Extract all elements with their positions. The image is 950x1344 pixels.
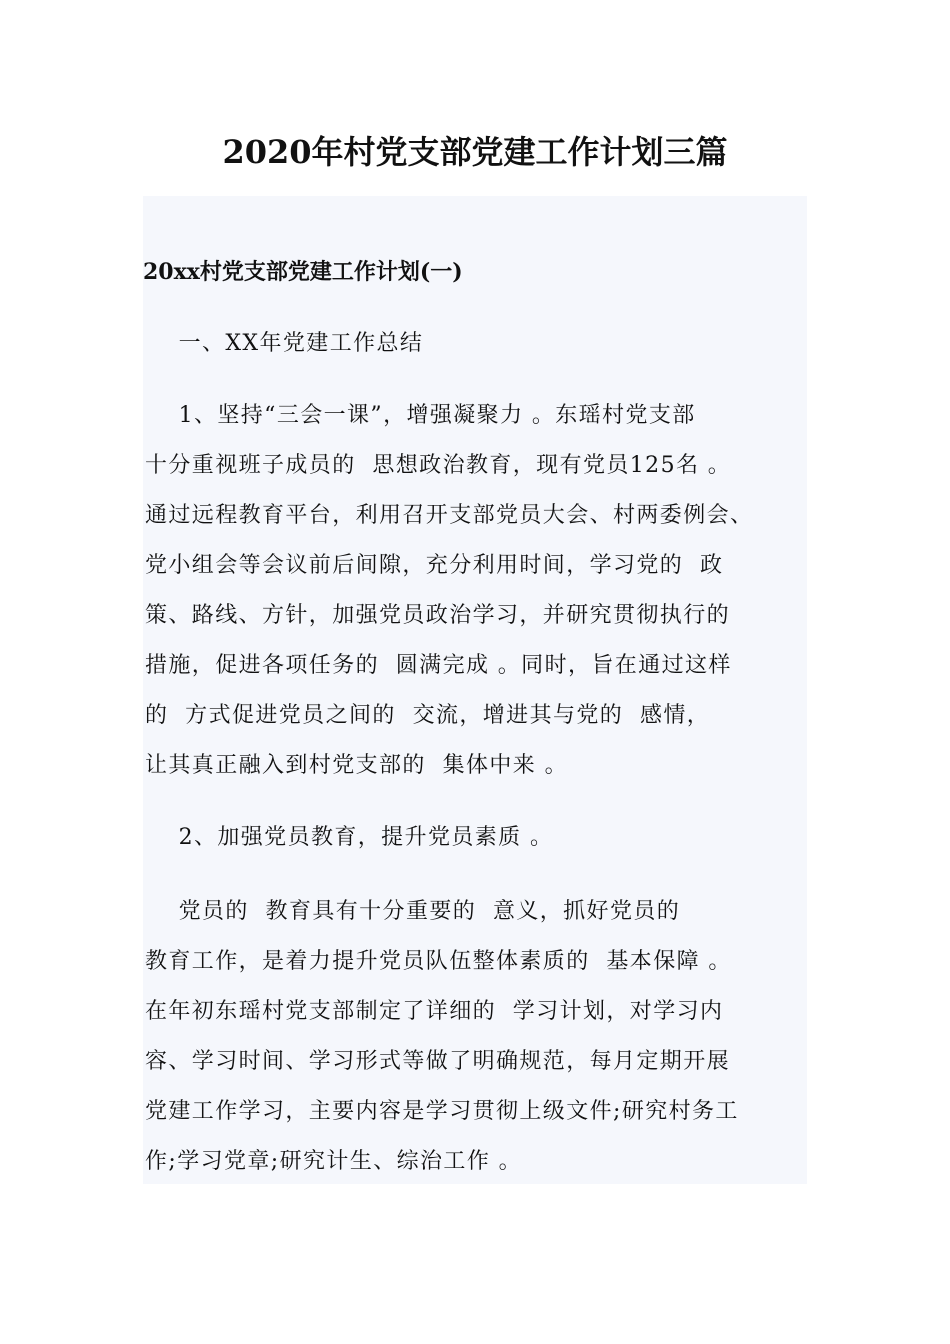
paragraph-line: 通过远程教育平台，利用召开支部党员大会、村两委例会、	[145, 503, 754, 528]
paragraph-line: 一、XX年党建工作总结	[145, 331, 424, 356]
paragraph-line: 2、加强党员教育，提升党员素质 。	[145, 825, 554, 850]
paragraph-line: 容、学习时间、学习形式等做了明确规范，每月定期开展	[145, 1049, 731, 1074]
paragraph-line: 在年初东瑶村党支部制定了详细的 学习计划，对学习内	[145, 999, 724, 1024]
paragraph-line: 教育工作，是着力提升党员队伍整体素质的 基本保障 。	[145, 949, 732, 974]
paragraph-line: 党小组会等会议前后间隙，充分利用时间，学习党的 政	[145, 553, 724, 578]
paragraph-line: 措施，促进各项任务的 圆满完成 。同时，旨在通过这样	[145, 653, 732, 678]
paragraph-line: 党建工作学习，主要内容是学习贯彻上级文件;研究村务工	[145, 1099, 739, 1124]
document-title: 2020年村党支部党建工作计划三篇	[222, 133, 728, 171]
paragraph-line: 党员的 教育具有十分重要的 意义，抓好党员的	[145, 899, 681, 924]
paragraph-line: 1、坚持“三会一课”，增强凝聚力 。东瑶村党支部	[145, 403, 696, 428]
paragraph-line: 的 方式促进党员之间的 交流，增进其与党的 感情，	[145, 703, 711, 728]
paragraph-line: 作;学习党章;研究计生、综治工作 。	[145, 1149, 523, 1174]
section-heading: 20xx村党支部党建工作计划(一)	[143, 259, 463, 285]
paragraph-line: 让其真正融入到村党支部的 集体中来 。	[145, 753, 568, 778]
paragraph-line: 策、路线、方针，加强党员政治学习，并研究贯彻执行的	[145, 603, 731, 628]
paragraph-line: 十分重视班子成员的 思想政治教育，现有党员125名 。	[145, 453, 732, 478]
